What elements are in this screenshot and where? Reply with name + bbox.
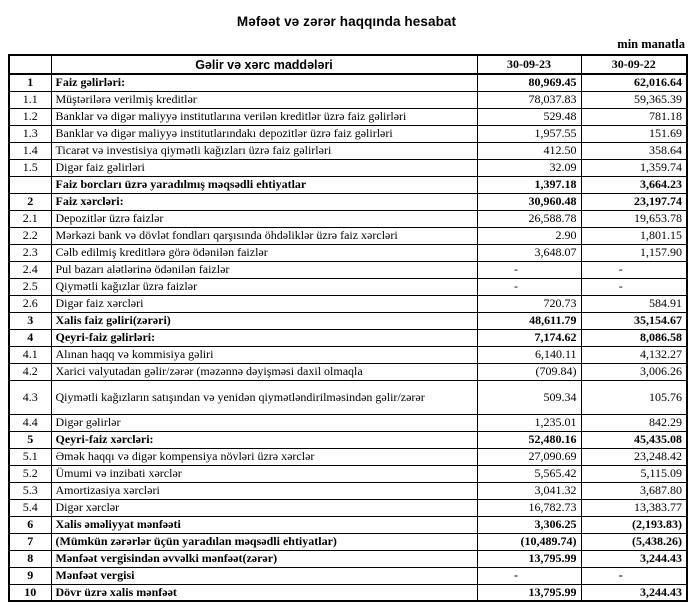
table-row: [9, 227, 687, 244]
value-30-09-23-cell: 26,588.78: [477, 210, 581, 227]
value-30-09-22-cell: 23,197.74: [581, 193, 687, 210]
value-30-09-23-cell: -: [477, 261, 581, 278]
value-30-09-22-cell: 35,154.67: [581, 312, 687, 329]
value-30-09-22-cell: 151.69: [581, 125, 687, 142]
value-30-09-22-cell: 8,086.58: [581, 329, 687, 346]
table-row: [9, 448, 687, 465]
value-30-09-22-cell: 5,115.09: [581, 465, 687, 482]
value-30-09-23-cell: -: [477, 278, 581, 295]
value-30-09-23-cell: (709.84): [477, 363, 581, 380]
value-30-09-22-cell: (5,438.26): [581, 533, 687, 550]
value-30-09-22-cell: 1,359.74: [581, 159, 687, 176]
row-label-cell: Qiymətli kağızlar üzrə faizlər: [51, 278, 477, 295]
value-30-09-22-cell: 13,383.77: [581, 499, 687, 516]
row-label-cell: Mərkəzi bank və dövlət fondları qarşısında öhdəliklər üzrə faiz xərcləri: [51, 227, 477, 244]
value-30-09-22-cell: -: [581, 567, 687, 584]
row-number-cell: 2.4: [9, 261, 51, 278]
table-row: [9, 414, 687, 431]
row-label-cell: Faiz xərcləri:: [51, 193, 477, 210]
table-row: [9, 142, 687, 159]
table-row: [9, 295, 687, 312]
value-30-09-22-cell: 3,664.23: [581, 176, 687, 193]
income-statement-table: [8, 54, 688, 602]
row-label-cell: Banklar və digər maliyyə institutlarındakı depozitlər üzrə faiz gəlirləri: [51, 125, 477, 142]
row-label-cell: Digər xərclər: [51, 499, 477, 516]
row-label-cell: Digər gəlirlər: [51, 414, 477, 431]
row-number-cell: 4: [9, 329, 51, 346]
row-label-cell: Xarici valyutadan gəlir/zərər (məzənnə dəyişməsi daxil olmaqla: [51, 363, 477, 380]
row-label-cell: Pul bazarı alətlərinə ödənilən faizlər: [51, 261, 477, 278]
value-30-09-23-cell: 32.09: [477, 159, 581, 176]
table-row: [9, 159, 687, 176]
value-30-09-22-cell: 23,248.42: [581, 448, 687, 465]
row-number-cell: 4.4: [9, 414, 51, 431]
value-30-09-22-cell: 1,801.15: [581, 227, 687, 244]
row-label-cell: Qeyri-faiz gəlirləri:: [51, 329, 477, 346]
value-30-09-23-cell: 529.48: [477, 108, 581, 125]
value-30-09-23-cell: 720.73: [477, 295, 581, 312]
row-number-cell: 1.2: [9, 108, 51, 125]
value-30-09-22-cell: 1,157.90: [581, 244, 687, 261]
value-30-09-23-cell: 1,235.01: [477, 414, 581, 431]
value-30-09-23-cell: 509.34: [477, 380, 581, 414]
value-30-09-22-cell: 781.18: [581, 108, 687, 125]
value-30-09-23-cell: 78,037.83: [477, 91, 581, 108]
value-30-09-23-cell: 48,611.79: [477, 312, 581, 329]
row-number-cell: 1.4: [9, 142, 51, 159]
value-30-09-22-cell: (2,193.83): [581, 516, 687, 533]
table-row: [9, 278, 687, 295]
row-number-cell: 2.5: [9, 278, 51, 295]
table-row: [9, 499, 687, 516]
row-number-cell: [9, 176, 51, 193]
table-row: [9, 482, 687, 499]
row-label-cell: Ümumi və inzibati xərclər: [51, 465, 477, 482]
row-label-cell: Digər faiz gəlirləri: [51, 159, 477, 176]
value-30-09-23-cell: 3,306.25: [477, 516, 581, 533]
row-label-cell: Xalis əməliyyat mənfəəti: [51, 516, 477, 533]
row-label-cell: Banklar və digər maliyyə institutlarına verilən kreditlər üzrə faiz gəlirləri: [51, 108, 477, 125]
value-30-09-23-cell: 16,782.73: [477, 499, 581, 516]
table-row: [9, 176, 687, 193]
row-number-cell: 2.3: [9, 244, 51, 261]
value-30-09-22-cell: 842.29: [581, 414, 687, 431]
header-period-30-09-22: 30-09-22: [581, 55, 687, 74]
table-row: [9, 125, 687, 142]
row-label-cell: Qiymətli kağızların satışından və yenidən qiymətləndirilməsindən gəlir/zərər: [51, 380, 477, 414]
row-number-cell: 2: [9, 193, 51, 210]
report-title: Məfəət və zərər haqqında hesabat: [236, 14, 457, 29]
table-row: [9, 533, 687, 550]
row-label-cell: Faiz borcları üzrə yaradılmış məqsədli ehtiyatlar: [51, 176, 477, 193]
table-row: [9, 261, 687, 278]
row-label-cell: Digər faiz xərcləri: [51, 295, 477, 312]
value-30-09-22-cell: 3,244.43: [581, 550, 687, 567]
row-number-cell: 7: [9, 533, 51, 550]
row-label-cell: Mənfəət vergisindən əvvəlki mənfəət(zərər): [51, 550, 477, 567]
value-30-09-23-cell: 80,969.45: [477, 74, 581, 91]
value-30-09-22-cell: 4,132.27: [581, 346, 687, 363]
value-30-09-22-cell: -: [581, 278, 687, 295]
value-30-09-22-cell: 584.91: [581, 295, 687, 312]
table-row: [9, 465, 687, 482]
value-30-09-22-cell: 3,244.43: [581, 584, 687, 601]
row-number-cell: 5.1: [9, 448, 51, 465]
table-row: [9, 312, 687, 329]
value-30-09-22-cell: 19,653.78: [581, 210, 687, 227]
row-label-cell: Qeyri-faiz xərcləri:: [51, 431, 477, 448]
row-number-cell: 4.2: [9, 363, 51, 380]
value-30-09-22-cell: 3,687.80: [581, 482, 687, 499]
row-number-cell: 8: [9, 550, 51, 567]
value-30-09-23-cell: 6,140.11: [477, 346, 581, 363]
row-number-cell: 4.3: [9, 380, 51, 414]
row-label-cell: Ticarət və investisiya qiymətli kağızları üzrə faiz gəlirləri: [51, 142, 477, 159]
table-row: [9, 584, 687, 601]
row-number-cell: 6: [9, 516, 51, 533]
row-label-cell: Xalis faiz gəliri(zərəri): [51, 312, 477, 329]
table-row: [9, 193, 687, 210]
value-30-09-23-cell: 7,174.62: [477, 329, 581, 346]
value-30-09-23-cell: 3,648.07: [477, 244, 581, 261]
row-label-cell: Depozitlər üzrə faizlər: [51, 210, 477, 227]
value-30-09-23-cell: 3,041.32: [477, 482, 581, 499]
table-row: [9, 431, 687, 448]
value-30-09-22-cell: 62,016.64: [581, 74, 687, 91]
value-30-09-23-cell: 412.50: [477, 142, 581, 159]
table-row: [9, 516, 687, 533]
value-30-09-22-cell: 45,435.08: [581, 431, 687, 448]
table-row: [9, 91, 687, 108]
row-label-cell: Cəlb edilmiş kreditlərə görə ödənilən faizlər: [51, 244, 477, 261]
row-number-cell: 10: [9, 584, 51, 601]
value-30-09-22-cell: -: [581, 261, 687, 278]
value-30-09-23-cell: 30,960.48: [477, 193, 581, 210]
row-number-cell: 1.5: [9, 159, 51, 176]
table-row: [9, 244, 687, 261]
value-30-09-23-cell: 2.90: [477, 227, 581, 244]
row-number-cell: 2.6: [9, 295, 51, 312]
row-number-cell: 5: [9, 431, 51, 448]
row-number-cell: 9: [9, 567, 51, 584]
row-number-cell: 5.3: [9, 482, 51, 499]
header-row-number: [9, 55, 51, 74]
header-items-label: Gəlir və xərc maddələri: [51, 55, 477, 74]
table-body: [9, 74, 687, 601]
table-row: [9, 380, 687, 414]
value-30-09-23-cell: 1,957.55: [477, 125, 581, 142]
value-30-09-23-cell: 27,090.69: [477, 448, 581, 465]
value-30-09-23-cell: 13,795.99: [477, 584, 581, 601]
header-period-30-09-23: 30-09-23: [477, 55, 581, 74]
value-30-09-22-cell: 59,365.39: [581, 91, 687, 108]
row-label-cell: Dövr üzrə xalis mənfəət: [51, 584, 477, 601]
value-30-09-22-cell: 358.64: [581, 142, 687, 159]
row-label-cell: Müştərilərə verilmiş kreditlər: [51, 91, 477, 108]
row-label-cell: Amortizasiya xərcləri: [51, 482, 477, 499]
row-number-cell: 1: [9, 74, 51, 91]
value-30-09-22-cell: 3,006.26: [581, 363, 687, 380]
row-number-cell: 1.3: [9, 125, 51, 142]
row-label-cell: Mənfəət vergisi: [51, 567, 477, 584]
table-row: [9, 346, 687, 363]
unit-note: min manatla: [617, 37, 685, 51]
value-30-09-23-cell: 1,397.18: [477, 176, 581, 193]
row-number-cell: 2.1: [9, 210, 51, 227]
row-number-cell: 5.4: [9, 499, 51, 516]
row-label-cell: Əmək haqqı və digər kompensiya növləri üzrə xərclər: [51, 448, 477, 465]
table-row: [9, 567, 687, 584]
table-row: [9, 550, 687, 567]
row-number-cell: 2.2: [9, 227, 51, 244]
table-header-row: [9, 55, 687, 74]
table-row: [9, 363, 687, 380]
row-number-cell: 5.2: [9, 465, 51, 482]
value-30-09-23-cell: 13,795.99: [477, 550, 581, 567]
row-number-cell: 4.1: [9, 346, 51, 363]
value-30-09-23-cell: -: [477, 567, 581, 584]
row-number-cell: 3: [9, 312, 51, 329]
value-30-09-23-cell: 5,565.42: [477, 465, 581, 482]
table-row: [9, 210, 687, 227]
table-row: [9, 108, 687, 125]
value-30-09-22-cell: 105.76: [581, 380, 687, 414]
row-label-cell: (Mümkün zərərlər üçün yaradılan məqsədli ehtiyatlar): [51, 533, 477, 550]
row-label-cell: Alınan haqq və kommisiya gəliri: [51, 346, 477, 363]
row-number-cell: 1.1: [9, 91, 51, 108]
row-label-cell: Faiz gəlirləri:: [51, 74, 477, 91]
value-30-09-23-cell: 52,480.16: [477, 431, 581, 448]
table-row: [9, 329, 687, 346]
table-row: [9, 74, 687, 91]
value-30-09-23-cell: (10,489.74): [477, 533, 581, 550]
